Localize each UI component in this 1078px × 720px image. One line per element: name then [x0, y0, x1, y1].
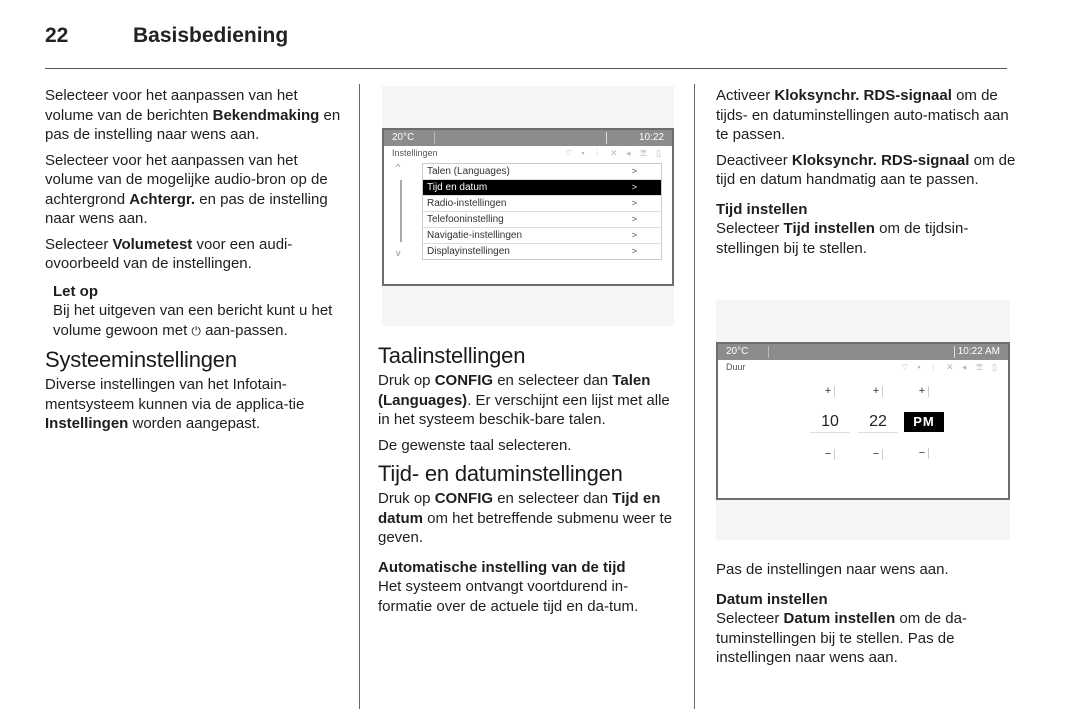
header-rule	[45, 68, 1007, 69]
subsection-title-automatisch: Automatische instelling van de tijd	[378, 558, 626, 576]
note-box	[53, 282, 345, 342]
note-title: Let op	[53, 282, 98, 300]
paragraph: Selecteer Volumetest voor een audi-ovoorbeeld van de instellingen.	[45, 235, 293, 272]
menu-item-tijd-en-datum[interactable]: Tijd en datum >	[423, 180, 661, 196]
paragraph: Selecteer Tijd instellen om de tijdsin-stellingen bij te stellen.	[716, 220, 969, 257]
infotainment-screen	[716, 342, 1010, 500]
screenshot-settings-menu	[382, 86, 674, 326]
hour-value[interactable]: 10	[810, 412, 850, 433]
column-3	[716, 86, 1016, 264]
note-text: Bij het uitgeven van een bericht kunt u het volume gewoon met ⏻ aan-passen.	[53, 302, 333, 339]
column-1	[45, 86, 345, 440]
paragraph: Druk op CONFIG en selecteer dan Talen (Languages). Er verschijnt een lijst met alle in het systeem beschik-bare talen.	[378, 372, 670, 428]
minute-decrease-button[interactable]: −	[858, 447, 898, 461]
settings-menu	[422, 163, 662, 260]
scroll-up-icon[interactable]: ^	[396, 162, 401, 172]
minute-increase-button[interactable]: +	[858, 384, 898, 398]
hour-increase-button[interactable]: +	[810, 384, 850, 398]
term-datum-instellen: Datum instellen	[783, 610, 896, 627]
paragraph: Deactiveer Kloksynchr. RDS-signaal om de tijd en datum handmatig aan te passen.	[716, 151, 1016, 188]
paragraph: Druk op CONFIG en selecteer dan Tijd en datum om het betreffende submenu weer te geven.	[378, 490, 673, 546]
paragraph: Pas de instellingen naar wens aan.	[716, 561, 949, 578]
menu-item-display[interactable]: Displayinstellingen >	[427, 246, 637, 257]
column-2	[378, 343, 678, 622]
status-icons: ⌔ ▪ ⋮ ✕ ◂ ☏ ▯	[564, 148, 664, 158]
minute-value[interactable]: 22	[858, 412, 898, 433]
status-bar	[718, 344, 1008, 360]
hour-decrease-button[interactable]: −	[810, 447, 850, 461]
paragraph: Het systeem ontvangt voortdurend in-formatie over de actuele tijd en da-tum.	[378, 578, 639, 615]
title-bar	[718, 360, 1008, 374]
paragraph: Selecteer voor het aanpassen van het volume van de mogelijke audio-bron op de achtergrond Achtergr. en pas de instelling naar wens aan.	[45, 151, 328, 227]
chapter-title: Basisbediening	[133, 24, 289, 47]
chevron-right-icon: >	[631, 166, 637, 176]
chevron-right-icon: >	[631, 198, 637, 208]
chevron-right-icon: >	[631, 246, 637, 256]
term-config: CONFIG	[434, 372, 494, 389]
chevron-right-icon: >	[631, 182, 637, 192]
infotainment-screen	[382, 128, 674, 286]
subsection-title-datum-instellen: Datum instellen	[716, 590, 828, 608]
term-kloksynchr: Kloksynchr. RDS-signaal	[774, 87, 952, 104]
menu-item-navigatie[interactable]: Navigatie-instellingen >	[423, 228, 661, 244]
term-bekendmaking: Bekendmaking	[212, 106, 320, 124]
term-instellingen: Instellingen	[45, 415, 129, 432]
term-config: CONFIG	[434, 490, 494, 507]
column-3-continued	[716, 560, 1016, 674]
menu-item-radio[interactable]: Radio-instellingen >	[423, 196, 661, 212]
term-talen: Talen (Languages)	[378, 372, 651, 409]
term-kloksynchr: Kloksynchr. RDS-signaal	[791, 151, 970, 169]
ampm-decrease-button[interactable]: −	[904, 446, 944, 460]
term-tijd-instellen: Tijd instellen	[783, 220, 875, 237]
term-achtergr: Achtergr.	[129, 190, 196, 208]
menu-item-talen[interactable]: Talen (Languages) >	[423, 164, 661, 180]
scroll-down-icon[interactable]: v	[396, 248, 401, 258]
paragraph: Selecteer voor het aanpassen van het volume van de berichten Bekendmaking en pas de instelling naar wens aan.	[45, 87, 341, 143]
minute-spinner	[858, 384, 898, 461]
scrollbar[interactable]	[400, 180, 402, 242]
paragraph: Selecteer Datum instellen om de da-tuminstellingen bij te stellen. Pas de instellingen naar wens aan.	[716, 610, 967, 666]
paragraph: Activeer Kloksynchr. RDS-signaal om de tijds- en datuminstellingen auto-matisch aan te passen.	[716, 87, 1009, 143]
ampm-value[interactable]: PM	[904, 412, 944, 432]
term-tijd-en-datum: Tijd en datum	[378, 490, 661, 527]
column-divider	[359, 84, 360, 709]
screenshot-time-setting	[716, 300, 1010, 540]
status-bar	[384, 130, 672, 146]
status-icons: ⌔ ▪ ⋮ ✕ ◂ ☏ ▯	[900, 362, 1000, 372]
clock: 10:22 AM	[957, 346, 1000, 357]
section-title-taalinstellingen: Taalinstellingen	[378, 343, 526, 368]
ampm-increase-button[interactable]: +	[904, 384, 944, 398]
clock: 10:22	[638, 132, 664, 143]
section-title-systeeminstellingen: Systeeminstellingen	[45, 347, 237, 372]
section-title-tijd-datum: Tijd- en datuminstellingen	[378, 461, 623, 486]
subsection-title-tijd-instellen: Tijd instellen	[716, 200, 808, 218]
title-bar	[384, 146, 672, 160]
term-volumetest: Volumetest	[112, 235, 193, 253]
screen-title: Duur	[726, 362, 746, 372]
screen-title: Instellingen	[392, 148, 438, 158]
page-header	[45, 24, 1007, 70]
power-icon: ⏻	[191, 323, 201, 338]
chevron-right-icon: >	[631, 214, 637, 224]
temperature: 20°C	[726, 346, 749, 357]
paragraph: Diverse instellingen van het Infotain-mentsysteem kunnen via de applica-tie Instellingen worden aangepast.	[45, 376, 305, 432]
menu-item-telefoon[interactable]: Telefooninstelling >	[423, 212, 661, 228]
page-number: 22	[45, 24, 69, 47]
temperature: 20°C	[392, 132, 415, 143]
hour-spinner	[810, 384, 850, 461]
paragraph: De gewenste taal selecteren.	[378, 436, 572, 454]
chevron-right-icon: >	[631, 230, 637, 240]
column-divider	[694, 84, 695, 709]
ampm-spinner	[904, 384, 944, 460]
